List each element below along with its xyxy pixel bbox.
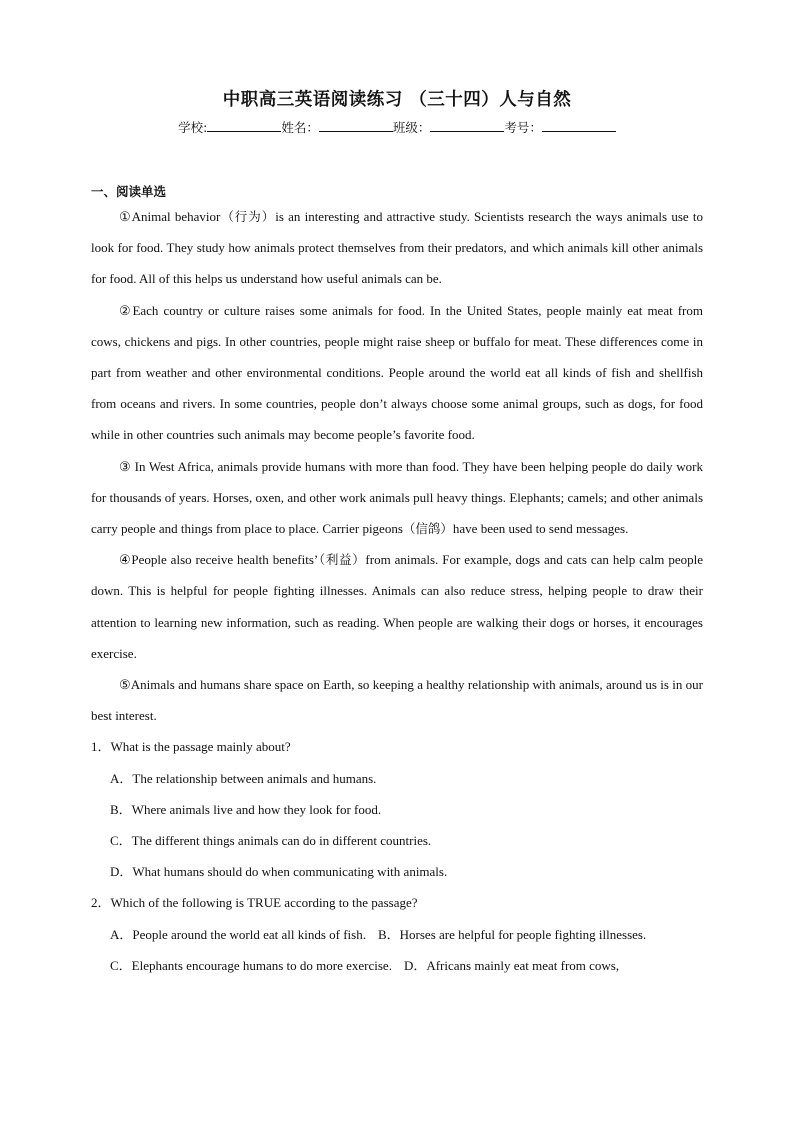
class-blank[interactable] (430, 119, 504, 132)
question-number: 2． (91, 895, 111, 911)
question-1 (91, 731, 703, 762)
question-number: 1． (91, 739, 111, 755)
question-2-option-a[interactable]: A．People around the world eat all kinds of fish. (110, 926, 366, 942)
name-label: 姓名： (281, 120, 319, 135)
question-2-option-d[interactable]: D．Africans mainly eat meat from cows, (403, 957, 620, 973)
section-heading: 一、阅读单选 (91, 184, 167, 199)
question-2-option-c[interactable]: C．Elephants encourage humans to do more exercise. (110, 957, 392, 973)
question-2 (91, 887, 703, 918)
paragraph-marker: ③ (119, 458, 132, 474)
school-label: 学校: (178, 120, 208, 135)
paragraph-marker: ⑤ (119, 677, 131, 693)
name-blank[interactable] (319, 119, 393, 132)
school-blank[interactable] (207, 119, 281, 132)
exam-no-label: 考号： (504, 120, 542, 135)
paragraph-marker: ④ (119, 552, 132, 568)
class-label: 班级： (392, 120, 431, 135)
question-1-option-b[interactable]: B．Where animals live and how they look for food. (110, 801, 382, 817)
paragraph-3: ③ In West Africa, animals provide humans with more than food. They have been helping people do daily work for thousands of years. Horses, oxen, and other work animals pull heavy things. Elephants; camels; and other animals carry people and things from place to place. Carrier pigeons（信鸽）have been used to send messages. (91, 458, 703, 537)
paragraph-1: ①Animal behavior（行为）is an interesting and attractive study. Scientists research the ways animals use to look for food. They study how animals protect themselves from their predators, and which animals kill other animals for food. All of this helps us understand how useful animals can be. (91, 209, 703, 287)
question-stem: Which of the following is TRUE according to the passage? (110, 895, 418, 911)
student-info-line (0, 119, 794, 136)
question-1-option-c[interactable]: C．The different things animals can do in different countries. (110, 833, 432, 849)
paragraph-marker: ② (119, 302, 133, 318)
question-1-option-d[interactable]: D．What humans should do when communicating with animals. (110, 864, 448, 880)
reading-content (91, 201, 703, 981)
exam-no-blank[interactable] (542, 119, 616, 132)
question-2-options-cd (91, 950, 703, 981)
question-2-options-ab (91, 919, 703, 950)
page-title: 中职高三英语阅读练习 （三十四）人与自然 (222, 90, 572, 110)
paragraph-2: ②Each country or culture raises some animals for food. In the United States, people mainly eat meat from cows, chickens and pigs. In other countries, people might raise sheep or buffalo for meat. These differences come in part from weather and other environmental conditions. People around the world eat all kinds of fish and shellfish from oceans and rivers. In some countries, people don’t always choose some animal groups, such as dogs, for food while in other countries such animals may become people’s favorite food. (91, 302, 703, 443)
question-stem: What is the passage mainly about? (110, 739, 291, 755)
question-2-option-b[interactable]: B．Horses are helpful for people fighting illnesses. (377, 926, 647, 942)
paragraph-marker: ① (119, 209, 132, 224)
paragraph-4: ④People also receive health benefits’（利益）from animals. For example, dogs and cats can help calm people down. This is helpful for people fighting illnesses. Animals can also reduce stress, helping people to draw their attention to learning new information, such as reading. When people are walking their dogs or horses, it encourages exercise. (91, 552, 703, 661)
question-1-option-a[interactable]: A．The relationship between animals and humans. (110, 770, 377, 786)
paragraph-5: ⑤Animals and humans share space on Earth, so keeping a healthy relationship with animals, around us is in our best interest. (91, 677, 703, 724)
